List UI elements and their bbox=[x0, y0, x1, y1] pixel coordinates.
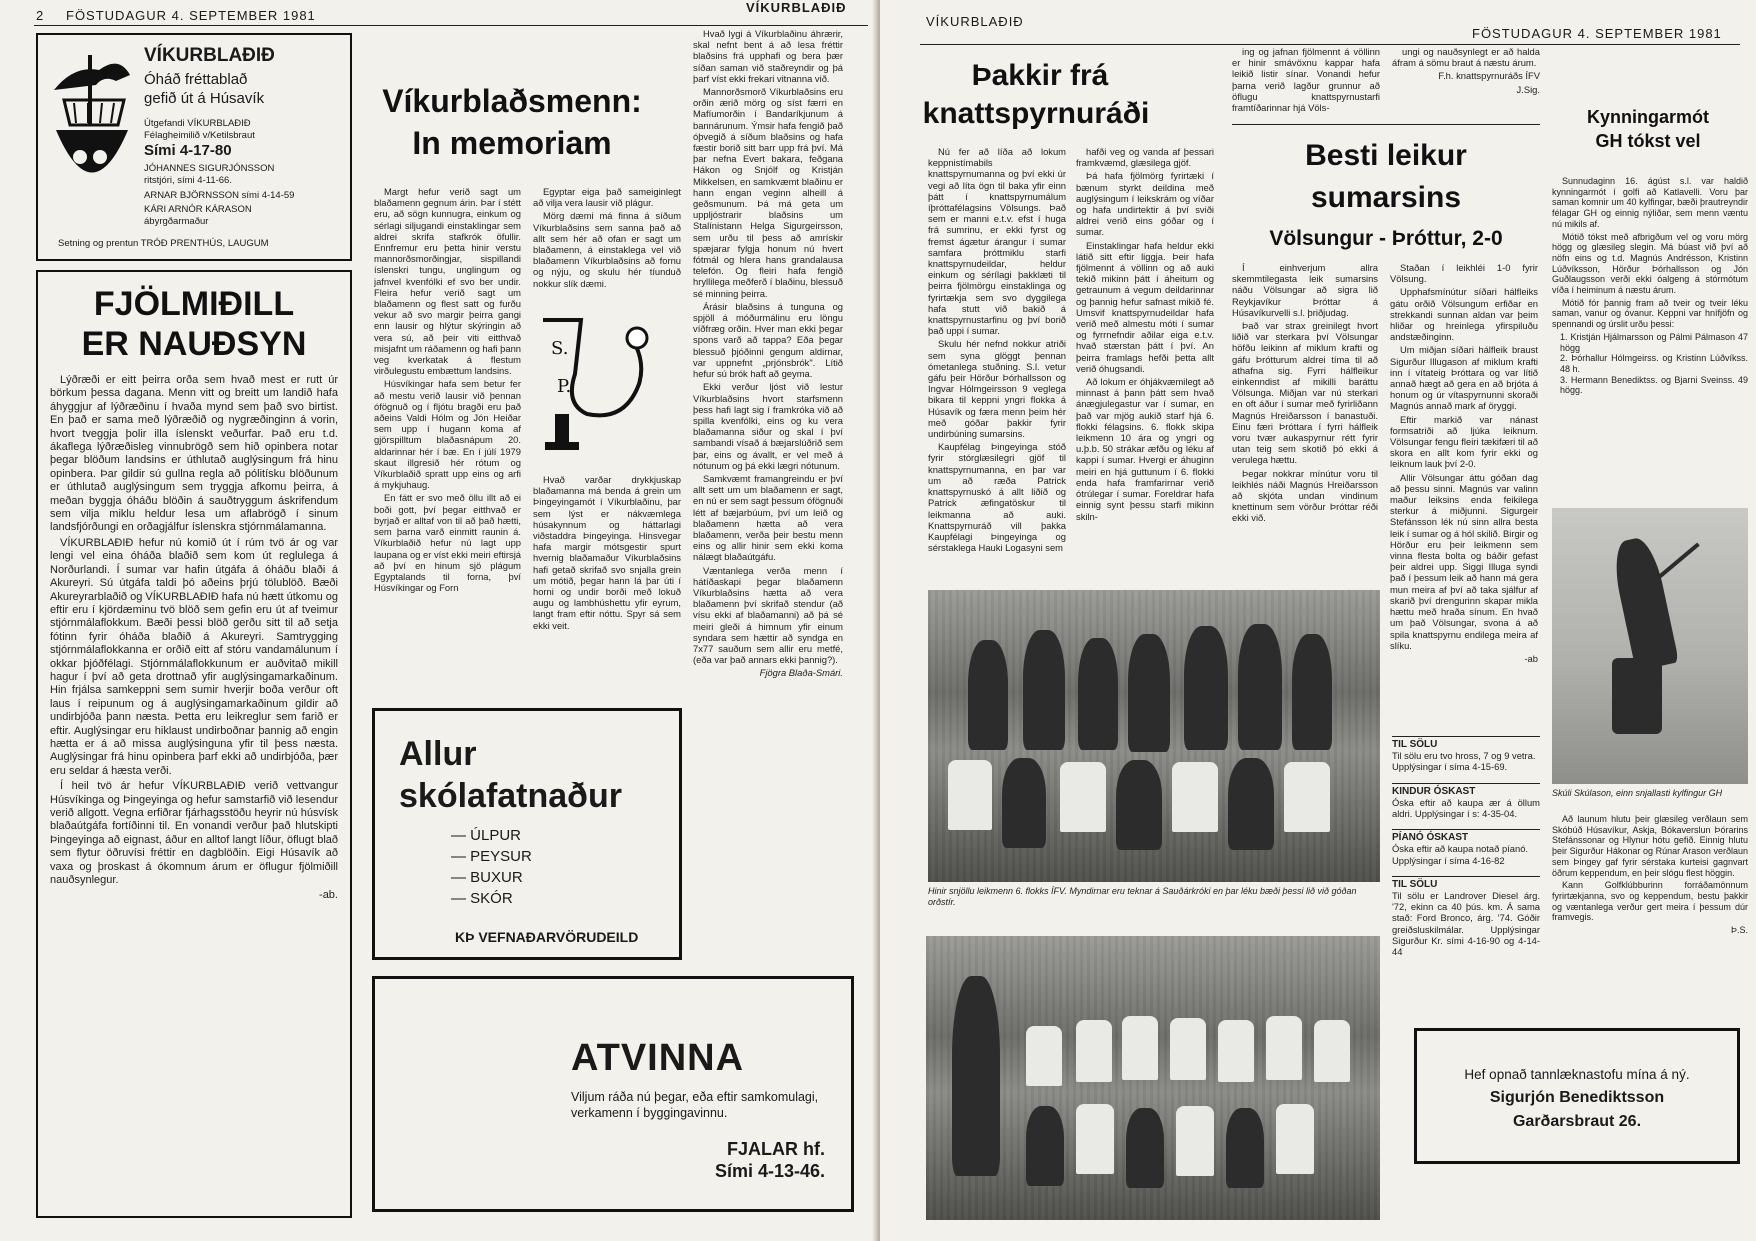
classified-title: TIL SÖLU bbox=[1392, 876, 1540, 890]
editorial-box bbox=[36, 270, 352, 1218]
golf-paragraph: Mótið fór þannig fram að tveir og tveir léku saman, vanur og óvanur. Keppni var hnífjöfn og spennandi og úrslit urðu þessi: bbox=[1552, 297, 1748, 330]
memoriam-paragraph: Samkvæmt framangreindu er því allt sett um um blaðamenn er sagt, en nú er sem sagt þessum ófögnuði létt af bæjarbúum, því um leið og blaðamenn hætta að vera blaðamenn, verða þeir bestu menn eins og allir hinir sem ekki koma nálægt blaðaútgáfu. bbox=[693, 472, 843, 563]
masthead-publisher-2: Félagheimilið v/Ketilsbraut bbox=[144, 130, 255, 141]
thanks-title-2: knattspyrnuráði bbox=[922, 97, 1150, 130]
svg-text:S.: S. bbox=[551, 338, 569, 359]
classified-body: Óska eftir að kaupa notað píanó. bbox=[1392, 843, 1529, 855]
clothing-item: — ÚLPUR bbox=[451, 827, 522, 844]
thanks-paragraph: ing og jafnan fjölmennt á völlinn er hinir smávöxnu kappar hafa leikið listir sínar. Vonandi hefur þarna verið lagður grunnur að öflugu knattspyrnustarfi framtíðarinnar hjá Völs- bbox=[1232, 46, 1380, 114]
memoriam-column-2b bbox=[533, 474, 681, 664]
golf-signature: Þ.S. bbox=[1730, 925, 1748, 936]
clothing-item: — BUXUR bbox=[451, 869, 523, 886]
memoriam-paragraph: Væntanlega verða menn í hátíðaskapi þegar blaðamenn Víkurblaðsins hætta að vera blaðamenn því skrifað stendur (að vísu ekki af blaðamanni) að þá sé meiri gleði á himnum yfir einum syndara sem hættir að syndga en 7x77 sauðum sem allir eru metfé, (eða var það annars ekki þannig?). bbox=[693, 564, 843, 666]
golf-paragraph: Mótið tókst með afbrigðum vel og voru mörg högg og glæsileg slegin. Má búast við því að nöfn eins og t.d. Magnús Andrésson, Kristinn Lúðvíksson, Hörður Þórhallsson og Jón Guðlaugsson verði ekki óalgeng á stórmótum víða í heiminum á næstu árum. bbox=[1552, 231, 1748, 296]
masthead-tagline-1: Óháð fréttablað bbox=[144, 71, 248, 88]
thanks-paragraph: Skulu hér nefnd nokkur atriði sem syna glöggt þennan ómetanlega stuðning. S.l. vetur gáfu þeir Hörður Þórhallsson og Ingvar Hólmgeirsson 9 veglega bikara til keppni yngri flokka á Húsavík og færa menn þeim hér með góðar þakkir fyrir undirbúning sumarsins. bbox=[928, 338, 1066, 440]
header-date: FÖSTUDAGUR 4. SEPTEMBER 1981 bbox=[66, 8, 316, 23]
masthead-title: VÍKURBLAÐIÐ bbox=[144, 45, 275, 66]
masthead-phone: Sími 4-17-80 bbox=[144, 142, 232, 159]
jobs-ad-phone: Sími 4-13-46. bbox=[714, 1161, 825, 1181]
memoriam-column-1 bbox=[374, 186, 521, 664]
clothing-ad-box bbox=[372, 708, 682, 960]
dentist-ad-box bbox=[1414, 1028, 1740, 1164]
thanks-column-3 bbox=[1232, 46, 1380, 118]
masthead-editor-2: ritstjóri, sími 4-11-66. bbox=[144, 175, 232, 186]
match-paragraph: Um miðjan síðari hálfleik braust Sigurður Illugason af miklum krafti inn í vítateig Þróttara og var lítið annað hægt að gera en að brjóta á honum og úr vítaspyrnunni skoraði Magnús annað mark af öryggi. bbox=[1390, 344, 1538, 412]
classified-body: Til sölu eru tvo hross, 7 og 9 vetra. bbox=[1392, 750, 1536, 762]
dentist-ad-line-1: Hef opnað tannlæknastofu mína á ný. bbox=[1464, 1067, 1690, 1082]
match-title-2: sumarsins bbox=[1310, 181, 1462, 214]
masthead-staff-1: ARNAR BJÖRNSSON sími 4-14-59 bbox=[144, 190, 295, 201]
memoriam-paragraph: Mörg dæmi má finna á síðum Víkurblaðsins sem sanna það að allt sem hér að ofan er sagt um blaðamenn, á einstaklega vel við blaðamenn Víkurblaðsins að fornu og nýju, og skulu hér tíunduð nokkur slík dæmi. bbox=[533, 210, 681, 289]
masthead-staff-2: KÁRI ARNÓR KÁRASON bbox=[144, 204, 252, 215]
thanks-paragraph: Að lokum er óhjákvæmilegt að minnast á þann þátt sem hvað ánægjulegastur var í sumar, en það var mjög aukið starf hjá 6. flokki félagsins. 6. flokk skipa leikmenn 10 ára og yngri og u.þ.b. 50 strákar æfðu og léku af kappi í sumar. Hvergi er áhuginn meiri en hjá guttunum í 6. flokki enda hafa framfarirnar verið ótrúlegar í sumar. Foreldrar hafa einnig synt þessu starfi mikinn skiln- bbox=[1076, 376, 1214, 522]
classified-body: Til sölu er Landrover Diesel árg. '72, ekinn ca 40 þús. km. Á sama stað: Ford Bronco, árg. '74. Góðir greiðsluskilmálar. Upplýsingar Sigurður Kr. sími 4-16-90 og 4-14-44 bbox=[1392, 890, 1540, 958]
memoriam-title-2: In memoriam bbox=[412, 125, 612, 161]
memoriam-paragraph: Mannorðsmorð Víkurblaðsins eru orðin ærið mörg og síst færri en Mafíumorðin í Bandaríkjunum á bannárunum. Ýmsir hafa fengið það óþvegið á síðum blaðsins og hafa fæstir borið sitt barr upp frá því. Má þar nefna Evert bakara, feðgana Hákon og Snjólf og Kristján Mikkelsen, en samkvæmt blaðinu er hann engan veginn alheill á geðsmunum. Þá má geta um uppljóstrarir blaðsins um Stalínistann Helga Sigurgeirsson, sem urðu til þess að amrískir spæjarar fylgja honum nú hvert fótmál og hlera hans grandalausa telefón. Og fleiri hafa fengið hryllilega meðferð í blaðinu, blessuð sé minning þeirra. bbox=[693, 86, 843, 299]
masthead-printing: Setning og prentun TRÓÐ PRENTHÚS, LAUGUM bbox=[58, 238, 269, 249]
svg-text:P.: P. bbox=[557, 376, 572, 397]
masthead-tagline-2: gefið út á Húsavík bbox=[144, 90, 265, 107]
clothing-ad-title-2: skólafatnaður bbox=[399, 777, 622, 815]
golf-body bbox=[1552, 176, 1748, 494]
memoriam-paragraph: Hvað lygi á Víkurblaðinu áhrærir, skal nefnt bent á að lesa fréttir blaðsins frá upphafi og bera þær síðan saman við staðreyndir og þá þarf víst ekki frekari vitnanna við. bbox=[693, 28, 843, 84]
classified-contact: Upplýsingar í síma 4-16-82 bbox=[1392, 854, 1505, 866]
team-photo-6th-flokkur bbox=[928, 590, 1380, 882]
jobs-ad-body: Viljum ráða nú þegar, eða eftir samkomulagi, verkamenn í byggingavinnu. bbox=[571, 1090, 819, 1120]
golf-title-1: Kynningarmót bbox=[1586, 107, 1709, 127]
memoriam-paragraph: Árásir blaðsins á tunguna og spjöll á móðurmálinu eru löngu víðfræg orðin. Hver man ekki þegar spons varð að tappa? Eða þegar blessuð þjóðinni gengum aldirnar, var uppnefnt „prjónsbrók". Lítið hefur sú brók haft að geyma. bbox=[693, 300, 843, 380]
thanks-signature-2: J.Sig. bbox=[1516, 83, 1540, 95]
match-paragraph: Staðan í leikhléi 1-0 fyrir Völsung. bbox=[1390, 262, 1538, 285]
masthead-staff-3: ábyrgðarmaður bbox=[144, 216, 209, 227]
classified-body: Óska eftir að kaupa ær á öllum aldri. Upplýsingar í s: 4-35-04. bbox=[1392, 796, 1540, 820]
thanks-column-1 bbox=[928, 146, 1066, 584]
thanks-paragraph: Nú fer að líða að lokum keppnistímabils knattspyrnumanna og því ekki úr vegi að líta ögn til baka yfir einn þátt í knattspyrnumálum íþróttafélagsins Völsungs. Það sem er manni e.t.v. efst í huga frá sumrinu, er ekki fyrst og fremst ágætur árangur í sumar samfara þróttmiklu starfi knattspyrnudeildar, heldur einkum og sérílagi þakklæti til þeirra fjölmörgu einstaklinga og fyrirtækja sem svo dyggilega hafa stutt við bakið á knattspyrnustarfinu og því borið það uppi í sumar. bbox=[928, 146, 1066, 337]
match-title-1: Besti leikur bbox=[1305, 139, 1467, 172]
jobs-ad-title: ATVINNA bbox=[571, 1037, 745, 1079]
match-paragraph: Upphafsmínútur síðari hálfleiks gátu orðið Völsungum erfiðar en strekkandi sunnan aldan var þeim hliðar og hreinlega yfirspiluðu andstæðinginn. bbox=[1390, 286, 1538, 343]
masthead-box bbox=[36, 33, 352, 261]
drinking-horn-illustration bbox=[535, 314, 681, 464]
golf-result: 3. Hermann Benediktss. og Bjarni Sveinss. 49 högg. bbox=[1560, 374, 1748, 396]
clothing-item: — SKÓR bbox=[451, 890, 513, 907]
thanks-signature-1: F.h. knattspyrnuráðs ÍFV bbox=[1438, 70, 1540, 82]
golfer-photo bbox=[1552, 508, 1748, 784]
dentist-ad-line-2: Sigurjón Benediktsson bbox=[1489, 1089, 1665, 1106]
header-paper-name: VÍKURBLAÐIÐ bbox=[746, 0, 847, 15]
thanks-paragraph: Kaupfélag Þingeyinga stóð fyrir stórglæsilegri gjöf til knattspyrnumanna, en þar var um að ræða Patrick knattspyrnuskó á allt liðið og Patrick æfingatöskur til leikmanna að auki. Knattspyrnuráð vill þakka Kaupfélagi Þingeyinga og sérstaklega Hauki Logasyni sem bbox=[928, 441, 1066, 554]
classified-title: KINDUR ÓSKAST bbox=[1392, 783, 1540, 797]
golf-title-2: GH tókst vel bbox=[1595, 131, 1701, 151]
thanks-paragraph: Þá hafa fjölmörg fyrirtæki í bænum styrkt deildina með auglýsingum í leikskrám og víðar og hafa undirtektir á því sviði aldrei verið eins góðar og í sumar. bbox=[1076, 170, 1214, 238]
header-date-right: FÖSTUDAGUR 4. SEPTEMBER 1981 bbox=[1472, 26, 1722, 41]
clothing-item: — PEYSUR bbox=[451, 848, 532, 865]
match-paragraph: Allir Völsungar áttu góðan dag að þessu sinni. Magnús var valinn maður leiksins enda feikilega sterkur á miðjunni. Sigurgeir Stefánsson lék nú sinn allra besta leik í sumar og á hól skilið. Birgir og Hörður eru þeir leikmenn sem vinna flesta bolta og báðir gefast þeir aldrei upp. Siggi Illuga syndi það í þessum leik að hann má gera mun meira af því að taka sjálfur af skarið því drengurinn skapar mikla hættu með hraða sínum. En hvað um það Völsungar, svona á að spila knattspyrnu endilega meira af slíku. bbox=[1390, 471, 1538, 651]
golf-paragraph: Sunnudaginn 16. ágúst s.l. var haldið kynningarmót í golfi að Katlavelli. Voru þar saman komnir um 40 kylfingar, bæði þrautreyndir félagar GH og einnig nýliðar, sem menn væntu nú mikils af. bbox=[1552, 176, 1748, 229]
thanks-title-1: Þakkir frá bbox=[971, 59, 1109, 92]
memoriam-paragraph: Hvað varðar drykkjuskap blaðamanna má benda á grein um Þingeyingamót í Víkurblaðinu, þar sem lýst er nákvæmlega húsakynnum og háttarlagi viðstaddra Þingeyinga. Hinsvegar hafa margir mótsgestir spurt hvernig blaðamaður Víkurblaðsins hafi getað skrifað svo snjalla grein um mótið, þegar hann lá þar úti í horni og undir borði með lokuð augu og lambhúshettu yfir eyrum, langt fram eftir nóttu. Spyr sá sem ekki veit. bbox=[533, 474, 681, 631]
memoriam-title-1: Víkurblaðsmenn: bbox=[382, 83, 642, 119]
jobs-ad-company: FJALAR hf. bbox=[727, 1139, 825, 1159]
clothing-ad-items bbox=[451, 825, 532, 909]
right-page bbox=[880, 0, 1756, 1241]
editorial-paragraph: Í heil tvö ár hefur VÍKURBLAÐIÐ verið vettvangur Húsvíkinga og Þingeyinga og hefur samstarfið við lesendur verið allgott. Vegna erfiðrar fjárhagsstöðu heyrir nú húsvísk blaðaútgáfa fortíðinni til. En vonandi verður það hlutskipti Þingeyinga að eignast, áður en alltof langt líður, öflugt blað sem flytur öðruvísi fréttir en dagblöðin. Eigi Húsavík að vaxa og þroskast á ókomnum árum er öflugur fjölmiðill nauðsynlegur. bbox=[50, 780, 338, 887]
header-paper-name-right: VÍKURBLAÐIÐ bbox=[926, 14, 1024, 29]
memoriam-paragraph: Margt hefur verið sagt um blaðamenn gegnum árin. Þar í stétt eru, að sögn kunnugra, einkum og sérlagi siljugandi einstaklingar sem aldrei skrifa stafkrók öfullir. Ennfremur eru þetta hinir verstu mannorðsmorðingjar, sispillandi íslenskri tungu, unglingum og jafnvel kvenfólki ef svo ber undir. Fleira hefur verið sagt um blaðamenn og flest satt og furðu vekur að svo margir þeirra gangi enn lausir og hlýtur skýringin að vera sú, að þeir viti eitthvað misjafnt um ráðamenn og hafi þann veg kverkatak á flestum virðulegustu embættum landsins. bbox=[374, 186, 521, 377]
page-number: 2 bbox=[36, 8, 45, 23]
editorial-title-1: FJÖLMIÐILL bbox=[93, 285, 295, 323]
match-signature: -ab bbox=[1524, 652, 1538, 664]
match-column-1 bbox=[1232, 262, 1378, 574]
classified-title: TIL SÖLU bbox=[1392, 736, 1540, 750]
masthead-publisher-1: Útgefandi VÍKURBLAÐIÐ bbox=[144, 118, 251, 129]
memoriam-paragraph: Húsvíkingar hafa sem betur fer að mestu verið lausir við þennan ófögnuð og í fljótu bragði eru það aðeins Valdi Hólm og Jón Heiðar sem upp í hugann koma af gjörspilltum blaðasnápum 20. aldarinnar hér í bæ. En í júlí 1979 skaut illgresið hér rótum og Víkurblaðið spratt upp eins og arfi á mykjuhaug. bbox=[374, 378, 521, 491]
match-subtitle: Völsungur - Þróttur, 2-0 bbox=[1269, 227, 1503, 250]
match-paragraph: Í einhverjum allra skemmtilegasta leik sumarsins náðu Völsungar að sigra lið Reykjavíkur Þróttar á Húsavíkurvelli s.l. þriðjudag. bbox=[1232, 262, 1378, 318]
match-paragraph: Eftir markið var nánast formsatriði að ljúka leiknum. Völsungar fengu fleiri tækifæri til að skora en allt kom fyrir ekki og leiknum lauk því 2-0. bbox=[1390, 413, 1538, 470]
match-paragraph: Þegar nokkrar mínútur voru til leikhlés náði Magnús Hreiðarsson að skjóta undan vindinum knettinum sem vörður Þróttar réði ekki við. bbox=[1232, 467, 1378, 524]
jobs-ad-box bbox=[372, 976, 854, 1212]
golf-body-2 bbox=[1552, 814, 1748, 1002]
match-column-2 bbox=[1390, 262, 1538, 728]
masthead-editor-1: JÓHANNES SIGURJÓNSSON bbox=[144, 163, 275, 174]
clothing-ad-footer: KÞ VEFNAÐARVÖRUDEILD bbox=[455, 929, 639, 945]
team-photo-caption: Hinir snjöllu leikmenn 6. flokks ÍFV. Myndirnar eru teknar á Sauðárkróki en þar léku bæði þessi lið við góðan orðstír. bbox=[928, 886, 1357, 907]
memoriam-column-3 bbox=[693, 28, 843, 1014]
thanks-paragraph: hafði veg og vanda af þessari framkvæmd, glæsilega gjöf. bbox=[1076, 146, 1214, 169]
memoriam-paragraph: Ekki verður ljóst við lestur Víkurblaðsins hvort starfsmenn þess hafi lagt sig í framkróka við að spilla kvenfólki, eins og ku vera blaðamanna siður og skal í því sambandi vísað á bæjarslúðrið sem þar, eins og ávallt, er vel með á nótunum og þá ekki lægri nótunum. bbox=[693, 381, 843, 471]
editorial-body bbox=[50, 374, 338, 1204]
thanks-column-4 bbox=[1392, 46, 1540, 118]
golf-paragraph: Að launum hlutu þeir glæsileg verðlaun sem Skóbúð Húsavíkur, Askja, Bókaverslun Þórarins Stefánssonar og Hlynur hótu gefið. Einnig hlutu þeir Sigurður Hákonar og Rúnar Arason verðlaun sem Þingey gaf fyrir sérstaka kurteisi gagnvart öðrum keppendum, en þeir slógu flest höggin. bbox=[1552, 814, 1748, 878]
match-paragraph: Það var strax greinilegt hvort liðið var sterkara því Völsungar höfðu leikinn af miklum krafti og gáfu Þrótturum aldrei tíma til að athafna sig. Fyrri hálfleikur einkenndist af mikilli baráttu Völsunga. Miðjan var nú sterkari en oft áður í sumar með fyrirliðann Magnús Hreiðarsson í banastuði. Einu færi Þróttara í fyrri hálfleik voru tvær aukaspyrnur rétt fyrir utan teig sem skotið þó ekki á verulega hættu. bbox=[1232, 320, 1378, 466]
team-photo-2 bbox=[926, 936, 1380, 1220]
viking-ship-logo bbox=[44, 45, 140, 195]
classified-contact: Upplýsingar í síma 4-15-69. bbox=[1392, 761, 1508, 773]
thanks-column-2 bbox=[1076, 146, 1214, 584]
golf-result: 1. Kristján Hjálmarsson og Pálmi Pálmason 47 högg bbox=[1560, 331, 1748, 353]
golf-paragraph: Kann Golfklúbburinn forráðamönnum fyrirtækjanna, svo og keppendum, bestu þakkir og væntanlega verður gert meira í þessum dúr framvegis. bbox=[1552, 880, 1748, 923]
editorial-signature: -ab. bbox=[319, 889, 338, 902]
classifieds bbox=[1392, 736, 1540, 976]
editorial-paragraph: VÍKURBLAÐIÐ hefur nú komið út í rúm tvö ár og var lengi vel eina óháða blaðið sem kom út reglulega á Norðurlandi. Í sumar var hafin útgáfa á óháðu blaði á Akureyri. Sú útgáfa taldi þó aðeins þrjú tölublöð. Bæði Akureyrarblaðið og VÍKURBLAÐIÐ hafa nú hætt útkomu og eftir eru í kjördæminu tvö blöð sem gefin eru út af tveimur stjórnmálaflokkum. Bæði þessi blöð gerðu sitt til að setja fótinn fyrir óháða blaðið á Akureyri. Samtrygging stjórnmálaflokkanna er orðið eitt af stóru vandamálunum í okkar þjóðfélagi. Stjórnmálaflokkunum er auðvitað mikill hagur í því að geta drottnað yfir auglýsingamarkaðinum. Hin frjálsa samkeppni sem sumir hverjir boða verður oft laus í reipunum og á auglýsingamarkaðinum gildir að undirbjóða þann næsta. Þetta eru leikreglur sem farið er eftir. Auglýsingar eru hiklaust undirboðnar þannig að engin hætta er á að missa auglýsinguna yfir til þess næsta. Auglýsingar frá hinu opinbera þarf ekki að undirbjóða, þær eru seldar á hæsta verði. bbox=[50, 536, 338, 777]
dentist-ad-line-3: Garðarsbraut 26. bbox=[1512, 1113, 1642, 1130]
thanks-paragraph: ungi og nauðsynlegt er að halda áfram á sömu braut á næstu árum. bbox=[1392, 46, 1540, 69]
classified-title: PÍANÓ ÓSKAST bbox=[1392, 829, 1540, 843]
memoriam-signature: Fjögra Blaða-Smári. bbox=[759, 667, 843, 679]
memoriam-paragraph: En fátt er svo með öllu illt að ei boði gott, því þegar eitthvað er byrjað er alltaf von til að það hætti, sem þarna varð einmitt raunin á. Víkurblaðið hefur nú lagt upp laupana og er víst ekki meiri eftirsjá að því en hinum sjö plágum Egyptalands til forna, því Húsvíkingar og Forn bbox=[374, 492, 521, 594]
editorial-paragraph: Lýðræði er eitt þeirra orða sem hvað mest er rutt úr börkum þessa dagana. Menn vitt og breitt um landið hafa áhyggjur af lýðræðinu í hvaða mynd sem það svo birtist. En það er sama með lýðræðið og nygræðinginn á vorin, hvort tveggja þolir illa íslenskt veðurfar. Það eru t.d. ákaflega lýðræðisleg vinnubrögð sem hið opinbera notar þegar blöðum landsins er úthlutað auglýsingum frá hinu opinbera. Þar gildir sú gullna regla að pólitísku blöðunum er úthlutað auglýsingum sem tryggja afkomu þeirra, á meðan byggja óháðu blöðin á sauðtryggum áskrifendum sem vilja miklu heldur lesa um aflabrögð í sinum landsfjórðungi en orðagjálfur íslenskra stjórnmálamanna. bbox=[50, 374, 338, 534]
memoriam-column-2 bbox=[533, 186, 681, 310]
editorial-title-2: ER NAUÐSYN bbox=[81, 325, 307, 363]
clothing-ad-title-1: Allur bbox=[399, 735, 477, 773]
memoriam-paragraph: Egyptar eiga það sameiginlegt að vilja vera lausir við plágur. bbox=[533, 186, 681, 209]
thanks-paragraph: Einstaklingar hafa heldur ekki látið sitt eftir liggja. Þeir hafa fjölmennt á völlinn og að auki tekið mikinn þátt í áheitum og getraunum á vegum deildarinnar og þannig hefur safnast mikið fé. Umsvif knattspyrnudeildar hafa verið með almestu móti í sumar og fyrrnefndir aðilar eiga e.t.v. hvað stærstan þátt í því. An þeirra framlags hefði þetta allt verið óhugsandi. bbox=[1076, 239, 1214, 374]
golf-result: 2. Þórhallur Hólmgeirss. og Kristinn Lúðvíkss. 48 h. bbox=[1560, 353, 1748, 374]
golfer-photo-caption: Skúli Skúlason, einn snjallasti kylfingur GH bbox=[1552, 788, 1723, 798]
